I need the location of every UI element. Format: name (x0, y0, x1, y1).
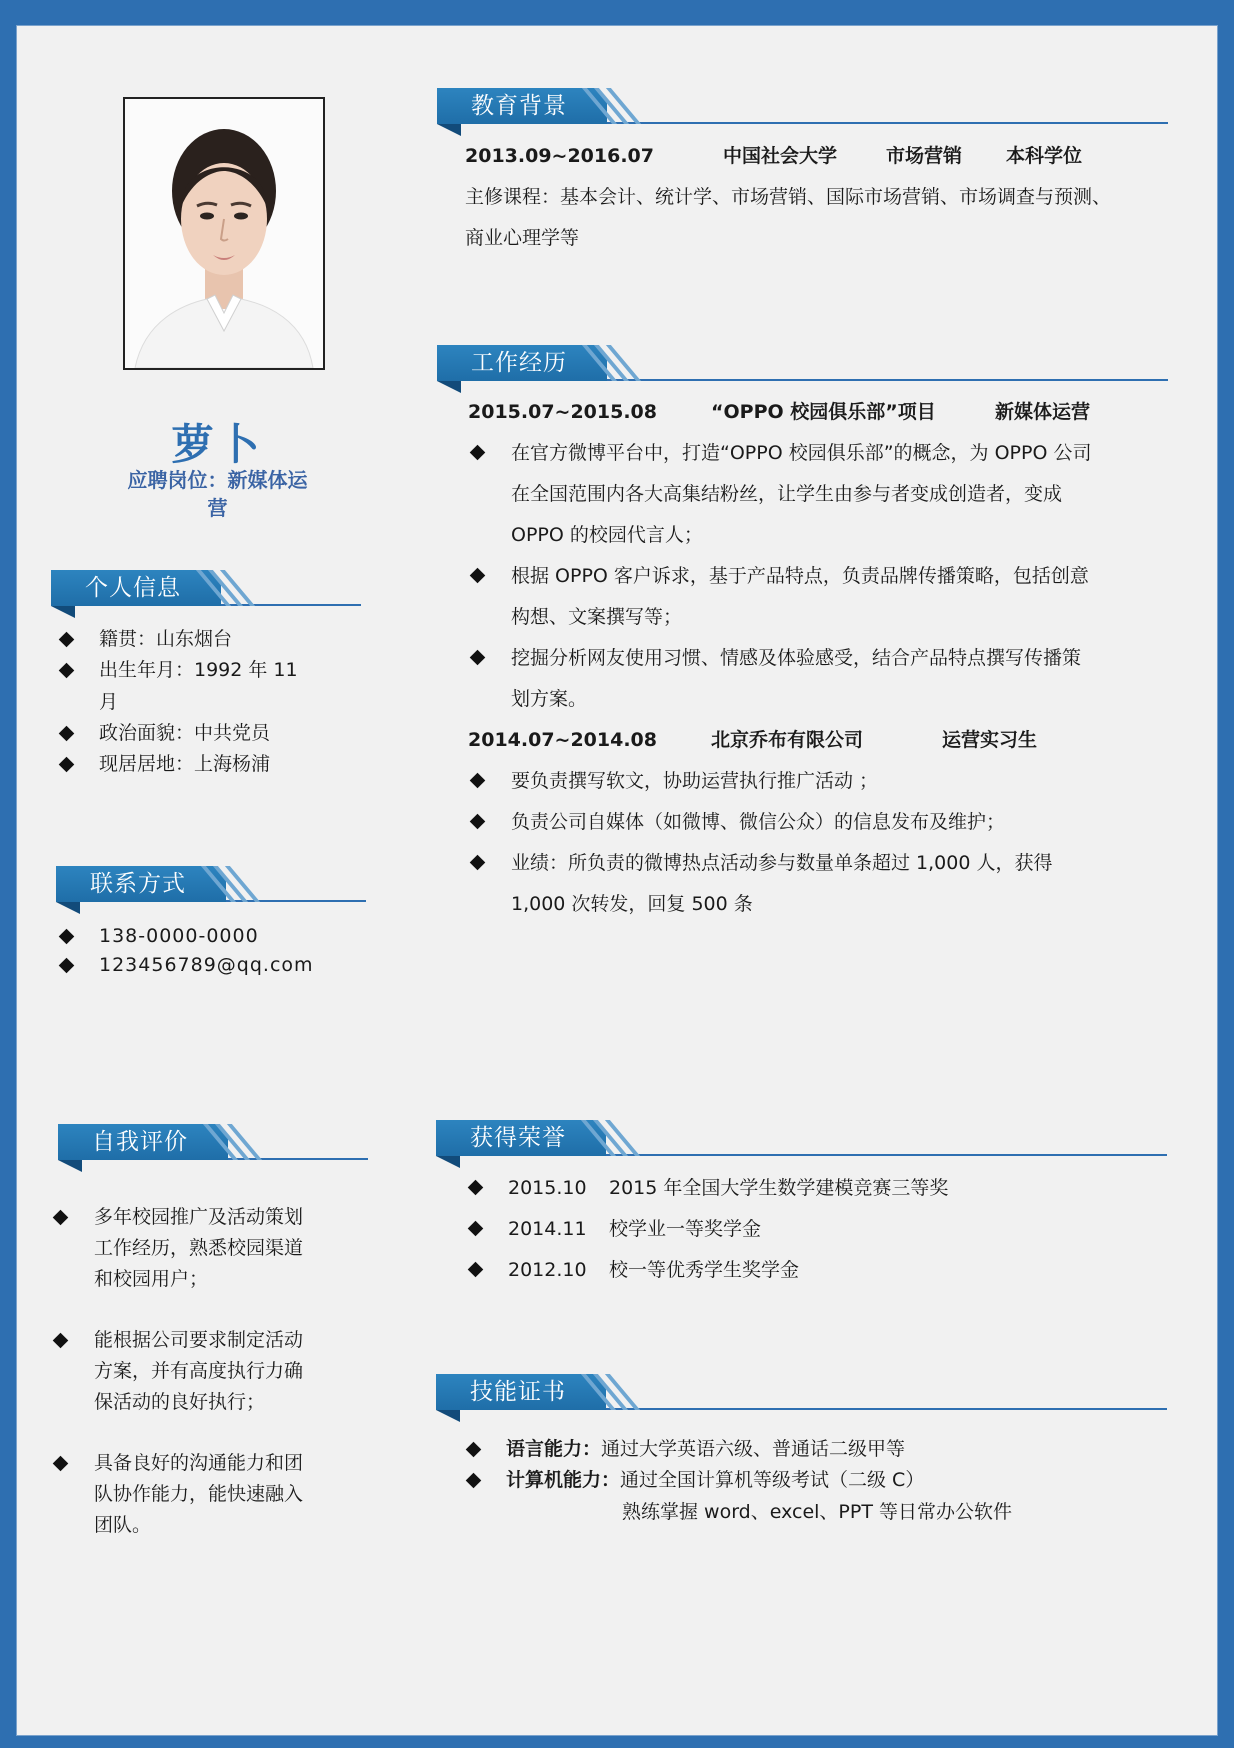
section-header-skills (436, 1374, 1167, 1422)
job-period: 2014.07~2014.08 (468, 729, 657, 751)
job-duty (511, 556, 1089, 638)
section-header-education (437, 88, 1168, 136)
job-duty-line: 要负责撰写软文，协助运营执行推广活动 ； (511, 770, 879, 792)
ribbon-fold (437, 124, 461, 136)
self-eval-item (94, 1325, 303, 1418)
job-duty-line: 1,000 次转发，回复 500 条 (511, 893, 753, 915)
self-eval-line: 具备良好的沟通能力和团 (94, 1452, 304, 1474)
section-header-contact (56, 866, 366, 914)
section-title: 个人信息 (85, 575, 181, 601)
job-role: 新媒体运营 (995, 401, 1091, 423)
edu-courses-line2: 商业心理学等 (465, 227, 580, 249)
header-rule (587, 122, 1168, 124)
job-duty-line: 挖掘分析网友使用习惯、情感及体验感受，结合产品特点撰写传播策 (511, 647, 1082, 669)
skill-label: 计算机能力： (506, 1469, 621, 1491)
honor-date: 2015.10 (508, 1177, 587, 1199)
ribbon-fold (56, 902, 80, 914)
political-status: 政治面貌：中共党员 (99, 722, 271, 744)
email-address[interactable]: 123456789@qq.com (99, 954, 314, 976)
honor-text: 校学业一等奖学金 (609, 1218, 762, 1240)
portrait-image (125, 99, 323, 368)
job-duty-line: OPPO 的校园代言人； (511, 524, 703, 546)
job-period: 2015.07~2015.08 (468, 401, 657, 423)
section-header-honors (436, 1120, 1167, 1168)
job-duty (511, 843, 1052, 925)
self-eval-line: 方案，并有高度执行力确 (94, 1360, 304, 1382)
job-organization: “OPPO 校园俱乐部”项目 (711, 401, 936, 423)
skill-computer-extra: 熟练掌握 word、excel、PPT 等日常办公软件 (622, 1501, 1012, 1523)
section-title: 获得荣誉 (470, 1125, 566, 1151)
edu-period: 2013.09~2016.07 (465, 145, 654, 167)
section-header-work (437, 345, 1168, 393)
ribbon-fold (436, 1410, 460, 1422)
section-title: 技能证书 (470, 1379, 566, 1405)
skill-text: 通过全国计算机等级考试（二级 C） (620, 1469, 925, 1491)
header-rule (586, 1408, 1167, 1410)
birth-date-line1: 出生年月：1992 年 11 (99, 659, 298, 681)
job-duty-line: 根据 OPPO 客户诉求，基于产品特点，负责品牌传播策略，包括创意 (511, 565, 1089, 587)
applicant-name: 萝卜 (171, 420, 264, 469)
job-duty-line: 负责公司自媒体（如微博、微信公众）的信息发布及维护； (511, 811, 1006, 833)
hometown: 籍贯：山东烟台 (99, 628, 233, 650)
self-eval-line: 队协作能力，能快速融入 (94, 1483, 304, 1505)
edu-courses-line1: 主修课程：基本会计、统计学、市场营销、国际市场营销、市场调查与预测、 (465, 186, 1112, 208)
job-duty (511, 802, 1005, 843)
job-duty (511, 433, 1091, 556)
job-organization: 北京乔布有限公司 (711, 729, 864, 751)
skill-computer (506, 1465, 924, 1496)
skill-text: 通过大学英语六级、普通话二级甲等 (601, 1438, 906, 1460)
ribbon-fold (437, 381, 461, 393)
self-eval-line: 团队。 (94, 1514, 152, 1536)
edu-major: 市场营销 (886, 145, 963, 167)
self-eval-line: 工作经历，熟悉校园渠道 (94, 1237, 304, 1259)
applied-position-line1: 应聘岗位：新媒体运 (127, 468, 308, 492)
honor-text: 校一等优秀学生奖学金 (609, 1259, 800, 1281)
section-title: 联系方式 (90, 871, 186, 897)
job-duty (511, 761, 878, 802)
self-eval-line: 能根据公司要求制定活动 (94, 1329, 304, 1351)
skill-language (506, 1434, 905, 1465)
ribbon-fold (436, 1156, 460, 1168)
honor-date: 2014.11 (508, 1218, 587, 1240)
profile-photo (123, 97, 325, 370)
job-duty (511, 638, 1081, 720)
self-eval-line: 保活动的良好执行； (94, 1391, 266, 1413)
self-eval-item (94, 1448, 303, 1541)
self-eval-item (94, 1202, 303, 1295)
header-rule (587, 379, 1168, 381)
applied-position-line2: 营 (207, 496, 228, 520)
ribbon-fold (51, 606, 75, 618)
job-duty-line: 在官方微博平台中，打造“OPPO 校园俱乐部”的概念，为 OPPO 公司 (511, 442, 1092, 464)
residence: 现居居地：上海杨浦 (99, 753, 271, 775)
birth-date-line2: 月 (99, 691, 119, 713)
skill-label: 语言能力： (506, 1438, 602, 1460)
honor-date: 2012.10 (508, 1259, 587, 1281)
self-eval-line: 和校园用户； (94, 1268, 209, 1290)
section-title: 工作经历 (471, 350, 567, 376)
edu-school: 中国社会大学 (723, 145, 838, 167)
job-duty-line: 业绩：所负责的微博热点活动参与数量单条超过 1,000 人，获得 (511, 852, 1053, 874)
phone-number[interactable]: 138-0000-0000 (99, 925, 259, 947)
section-title: 自我评价 (92, 1129, 188, 1155)
section-title: 教育背景 (471, 93, 567, 119)
edu-degree: 本科学位 (1006, 145, 1083, 167)
job-role: 运营实习生 (942, 729, 1038, 751)
ribbon-fold (58, 1160, 82, 1172)
section-header-personal (51, 570, 361, 618)
job-duty-line: 构想、文案撰写等； (511, 606, 683, 628)
job-duty-line: 划方案。 (511, 688, 588, 710)
honor-text: 2015 年全国大学生数学建模竞赛三等奖 (609, 1177, 949, 1199)
job-duty-line: 在全国范围内各大高集结粉丝，让学生由参与者变成创造者，变成 (511, 483, 1063, 505)
self-eval-line: 多年校园推广及活动策划 (94, 1206, 304, 1228)
section-header-self-eval (58, 1124, 368, 1172)
header-rule (586, 1154, 1167, 1156)
applied-position (110, 466, 325, 522)
